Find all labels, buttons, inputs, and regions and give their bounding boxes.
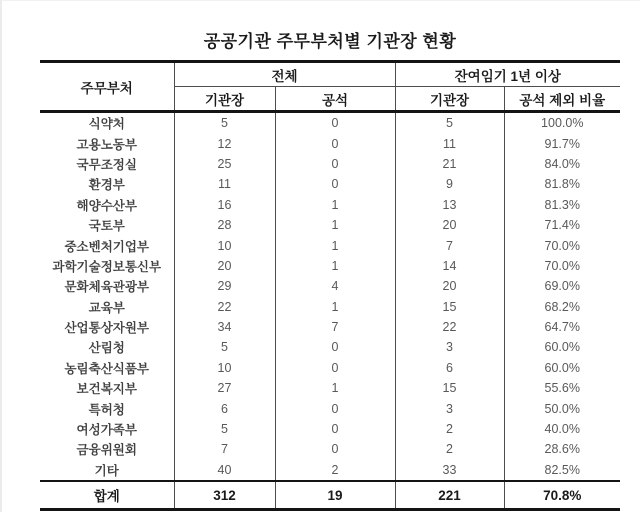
vacancy-cell: 0 [275, 358, 395, 378]
vacancy-cell: 0 [275, 133, 395, 153]
page-title: 공공기관 주무부처별 기관장 현황 [203, 32, 457, 51]
heads-remaining-cell: 6 [395, 358, 504, 378]
total-ratio: 70.8% [504, 481, 620, 510]
ministry-cell: 문화체육관광부 [64, 280, 150, 295]
column-group-remaining-term: 잔여임기 1년 이상 [395, 62, 620, 87]
vacancy-cell: 0 [275, 398, 395, 418]
ministry-cell: 국무조정실 [76, 157, 137, 172]
column-header-ratio-excluding-vacancy: 공석 제외 비율 [504, 87, 620, 112]
heads-remaining-cell: 3 [395, 337, 504, 357]
column-group-total: 전체 [174, 62, 395, 87]
total-vacancy: 19 [275, 481, 395, 510]
ministry-cell: 해양수산부 [76, 198, 137, 213]
ratio-cell: 60.0% [504, 358, 620, 378]
ministry-cell: 여성가족부 [76, 423, 137, 438]
ratio-cell: 40.0% [504, 419, 620, 439]
ratio-cell: 81.8% [504, 174, 620, 194]
ministry-heads-table [40, 60, 620, 511]
ratio-cell: 100.0% [504, 112, 620, 134]
ministry-cell: 농림축산식품부 [64, 361, 150, 376]
table-row [40, 215, 620, 235]
vacancy-cell: 1 [275, 235, 395, 255]
vacancy-cell: 4 [275, 276, 395, 296]
table-row [40, 112, 620, 134]
heads-total-cell: 20 [174, 256, 275, 276]
heads-total-cell: 28 [174, 215, 275, 235]
total-label: 합계 [93, 489, 120, 505]
vacancy-cell: 2 [275, 460, 395, 481]
vacancy-cell: 0 [275, 174, 395, 194]
ratio-cell: 91.7% [504, 133, 620, 153]
heads-remaining-cell: 15 [395, 297, 504, 317]
heads-total-cell: 5 [174, 112, 275, 134]
ratio-cell: 70.0% [504, 256, 620, 276]
vacancy-cell: 0 [275, 419, 395, 439]
column-header-heads-remaining: 기관장 [395, 87, 504, 112]
ratio-cell: 84.0% [504, 154, 620, 174]
table-header [40, 62, 620, 112]
column-header-ministry: 주무부처 [80, 80, 133, 96]
heads-remaining-cell: 20 [395, 276, 504, 296]
table-row [40, 195, 620, 215]
table-body [40, 112, 620, 482]
heads-total-cell: 22 [174, 297, 275, 317]
ministry-cell: 중소벤처기업부 [64, 239, 150, 254]
heads-remaining-cell: 20 [395, 215, 504, 235]
heads-total-cell: 11 [174, 174, 275, 194]
heads-total-cell: 12 [174, 133, 275, 153]
heads-total-cell: 16 [174, 195, 275, 215]
table-row [40, 337, 620, 357]
ministry-cell: 금융위원회 [76, 443, 137, 458]
ratio-cell: 28.6% [504, 439, 620, 459]
heads-remaining-cell: 22 [395, 317, 504, 337]
ratio-cell: 68.2% [504, 297, 620, 317]
vacancy-cell: 0 [275, 439, 395, 459]
ministry-cell: 보건복지부 [76, 382, 137, 397]
ratio-cell: 60.0% [504, 337, 620, 357]
ratio-cell: 71.4% [504, 215, 620, 235]
ratio-cell: 64.7% [504, 317, 620, 337]
ministry-cell: 환경부 [88, 178, 125, 193]
heads-remaining-cell: 14 [395, 256, 504, 276]
ratio-cell: 82.5% [504, 460, 620, 481]
total-row [40, 481, 620, 510]
vacancy-cell: 1 [275, 256, 395, 276]
ministry-cell: 식약처 [88, 117, 125, 132]
heads-remaining-cell: 2 [395, 439, 504, 459]
table-row [40, 174, 620, 194]
table-row [40, 297, 620, 317]
table-footer [40, 481, 620, 510]
heads-remaining-cell: 9 [395, 174, 504, 194]
ratio-cell: 55.6% [504, 378, 620, 398]
heads-total-cell: 5 [174, 337, 275, 357]
table-row [40, 439, 620, 459]
vacancy-cell: 1 [275, 195, 395, 215]
heads-remaining-cell: 5 [395, 112, 504, 134]
heads-remaining-cell: 15 [395, 378, 504, 398]
ratio-cell: 81.3% [504, 195, 620, 215]
heads-total-cell: 10 [174, 235, 275, 255]
ratio-cell: 50.0% [504, 398, 620, 418]
table-row [40, 133, 620, 153]
heads-remaining-cell: 2 [395, 419, 504, 439]
heads-total-cell: 40 [174, 460, 275, 481]
vacancy-cell: 0 [275, 112, 395, 134]
heads-total-cell: 10 [174, 358, 275, 378]
ratio-cell: 70.0% [504, 235, 620, 255]
heads-total-cell: 5 [174, 419, 275, 439]
ratio-cell: 69.0% [504, 276, 620, 296]
vacancy-cell: 1 [275, 297, 395, 317]
heads-remaining-cell: 13 [395, 195, 504, 215]
vacancy-cell: 0 [275, 154, 395, 174]
vacancy-cell: 7 [275, 317, 395, 337]
table-row [40, 358, 620, 378]
table-row [40, 398, 620, 418]
table-row [40, 460, 620, 481]
heads-total-cell: 34 [174, 317, 275, 337]
heads-remaining-cell: 21 [395, 154, 504, 174]
total-heads-remaining: 221 [395, 481, 504, 510]
heads-total-cell: 27 [174, 378, 275, 398]
ministry-cell: 기타 [94, 463, 119, 478]
table-row [40, 256, 620, 276]
heads-total-cell: 25 [174, 154, 275, 174]
ministry-cell: 산림청 [88, 341, 125, 356]
heads-total-cell: 29 [174, 276, 275, 296]
vacancy-cell: 1 [275, 378, 395, 398]
table-row [40, 276, 620, 296]
vacancy-cell: 0 [275, 337, 395, 357]
ministry-cell: 과학기술정보통신부 [52, 259, 162, 274]
table-row [40, 317, 620, 337]
table-row [40, 419, 620, 439]
total-heads-total: 312 [174, 481, 275, 510]
ministry-cell: 교육부 [88, 300, 125, 315]
heads-remaining-cell: 33 [395, 460, 504, 481]
column-header-heads-total: 기관장 [174, 87, 275, 112]
ministry-cell: 고용노동부 [76, 137, 137, 152]
heads-total-cell: 6 [174, 398, 275, 418]
table-row [40, 235, 620, 255]
header-group-row [40, 62, 620, 87]
table-row [40, 154, 620, 174]
heads-total-cell: 7 [174, 439, 275, 459]
ministry-cell: 특허청 [88, 402, 125, 417]
table-row [40, 378, 620, 398]
column-header-vacancy: 공석 [275, 87, 395, 112]
ministry-cell: 국토부 [88, 219, 125, 234]
heads-remaining-cell: 3 [395, 398, 504, 418]
ministry-cell: 산업통상자원부 [64, 321, 150, 336]
heads-remaining-cell: 7 [395, 235, 504, 255]
heads-remaining-cell: 11 [395, 133, 504, 153]
vacancy-cell: 1 [275, 215, 395, 235]
